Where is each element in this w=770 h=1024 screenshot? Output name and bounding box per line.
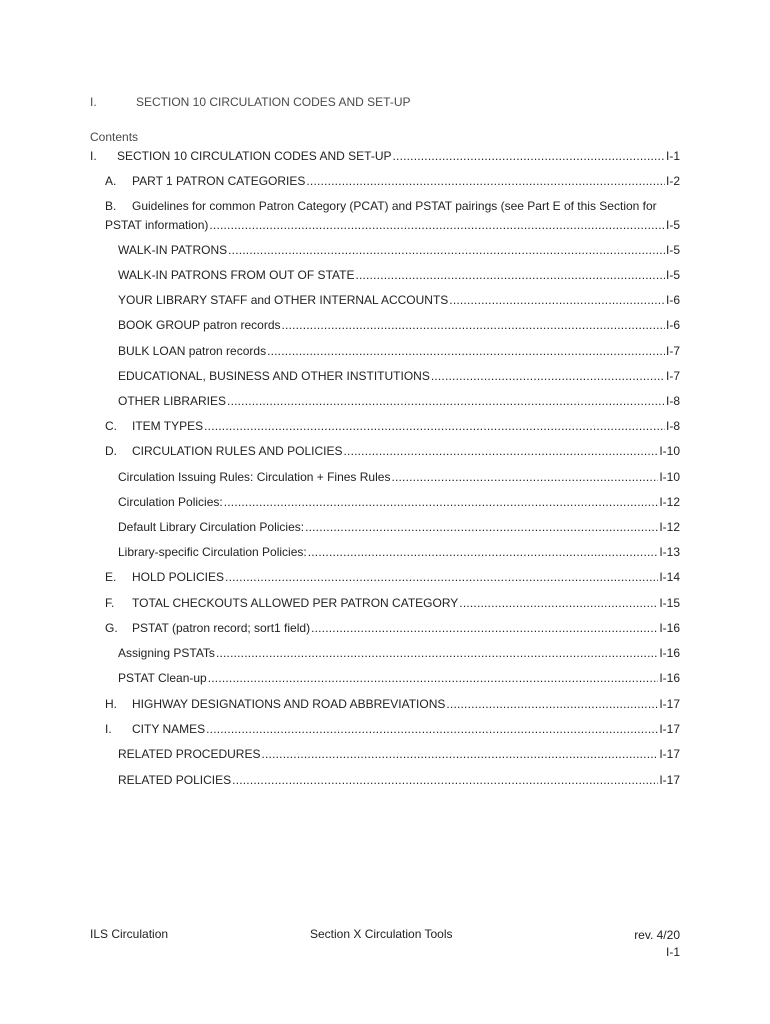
toc-entry-page: I-17: [659, 697, 680, 711]
toc-entry-title: Library-specific Circulation Policies:: [118, 545, 307, 559]
footer-left-text: ILS Circulation: [90, 927, 169, 941]
toc-entry[interactable]: [105, 174, 680, 189]
toc-entry[interactable]: [118, 268, 680, 283]
toc-entry-title: Default Library Circulation Policies:: [118, 520, 305, 534]
toc-entry-title: TOTAL CHECKOUTS ALLOWED PER PATRON CATEGORY: [132, 596, 459, 610]
toc-dot-leader: [232, 773, 658, 788]
toc-entry-title: PART 1 PATRON CATEGORIES: [132, 174, 306, 188]
footer-center-text: Section X Circulation Tools: [310, 927, 453, 941]
toc-dot-leader: [311, 621, 658, 636]
toc-entry-title: BOOK GROUP patron records: [118, 318, 281, 332]
toc-dot-leader: [261, 747, 658, 762]
toc-entry-page: I-13: [659, 545, 680, 559]
toc-dot-leader: [228, 243, 665, 258]
toc-dot-leader: [308, 545, 659, 560]
toc-entry-page: I-7: [665, 344, 680, 358]
toc-entry-page: I-10: [659, 444, 680, 458]
toc-entry-number: I.: [105, 722, 112, 736]
footer-revision: rev. 4/20: [634, 928, 680, 942]
toc-entry-title: Assigning PSTATs: [118, 646, 215, 660]
toc-entry-page: I-6: [665, 318, 680, 332]
toc-entry[interactable]: [118, 520, 680, 535]
toc-dot-leader: [209, 218, 665, 233]
footer-right-block: [634, 927, 680, 961]
toc-entry-number: F.: [105, 596, 115, 610]
toc-entry-title-line1: Guidelines for common Patron Category (PCAT) and PSTAT pairings (see Part E of this Section for: [132, 199, 657, 213]
toc-entry-title: Circulation Policies:: [118, 495, 223, 509]
toc-entry-title: CITY NAMES: [132, 722, 206, 736]
toc-dot-leader: [393, 149, 665, 164]
toc-entry-page: I-10: [659, 470, 680, 484]
toc-entry-number: B.: [105, 199, 117, 213]
toc-entry-page: I-5: [665, 243, 680, 257]
toc-dot-leader: [306, 174, 665, 189]
toc-entry-page: I-8: [665, 394, 680, 408]
footer-page-number: I-1: [665, 945, 680, 959]
toc-entry-page: I-1: [665, 149, 680, 163]
toc-dot-leader: [446, 697, 658, 712]
toc-dot-leader: [227, 394, 665, 409]
toc-entry-number: E.: [105, 570, 117, 584]
toc-entry-title: HOLD POLICIES: [132, 570, 225, 584]
toc-entry[interactable]: [90, 149, 680, 164]
toc-entry-page: I-17: [659, 747, 680, 761]
section-heading: [90, 95, 411, 109]
toc-entry-title: BULK LOAN patron records: [118, 344, 267, 358]
toc-dot-leader: [225, 570, 658, 585]
toc-entry-number: G.: [105, 621, 118, 635]
toc-entry-title: YOUR LIBRARY STAFF and OTHER INTERNAL ACCOUNTS: [118, 293, 449, 307]
toc-entry-title: HIGHWAY DESIGNATIONS AND ROAD ABBREVIATIONS: [132, 697, 446, 711]
toc-dot-leader: [216, 646, 658, 661]
toc-entry[interactable]: [105, 722, 680, 737]
toc-entry[interactable]: [118, 369, 680, 384]
toc-entry-page: I-17: [659, 773, 680, 787]
toc-entry-title: Circulation Issuing Rules: Circulation + Fines Rules: [118, 470, 391, 484]
toc-entry-page: I-16: [659, 621, 680, 635]
toc-entry[interactable]: [118, 293, 680, 308]
toc-entry-page: I-5: [665, 268, 680, 282]
contents-label: Contents: [90, 130, 139, 144]
toc-entry[interactable]: [118, 773, 680, 788]
toc-entry-page: I-16: [659, 671, 680, 685]
toc-entry[interactable]: [118, 545, 680, 560]
toc-dot-leader: [204, 419, 665, 434]
toc-entry-number: D.: [105, 444, 117, 458]
toc-dot-leader: [459, 596, 658, 611]
toc-dot-leader: [355, 268, 665, 283]
toc-entry-title: WALK-IN PATRONS: [118, 243, 228, 257]
toc-dot-leader: [391, 470, 658, 485]
toc-entry[interactable]: [105, 697, 680, 712]
toc-dot-leader: [224, 495, 659, 510]
toc-entry[interactable]: [118, 394, 680, 409]
toc-entry[interactable]: [118, 646, 680, 661]
toc-entry-page: I-12: [659, 520, 680, 534]
toc-entry-title: PSTAT (patron record; sort1 field): [132, 621, 311, 635]
toc-entry[interactable]: [118, 318, 680, 333]
toc-entry-wrapped-line[interactable]: [105, 199, 680, 214]
toc-entry[interactable]: [105, 444, 680, 459]
toc-entry-page: I-7: [665, 369, 680, 383]
section-heading-title: SECTION 10 CIRCULATION CODES AND SET-UP: [136, 95, 411, 109]
toc-entry-title: WALK-IN PATRONS FROM OUT OF STATE: [118, 268, 355, 282]
toc-entry-page: I-15: [659, 596, 680, 610]
toc-entry-page: I-2: [665, 174, 680, 188]
toc-dot-leader: [305, 520, 658, 535]
toc-dot-leader: [282, 318, 665, 333]
toc-entry[interactable]: [118, 747, 680, 762]
toc-dot-leader: [449, 293, 665, 308]
toc-entry[interactable]: [105, 570, 680, 585]
toc-entry[interactable]: [105, 419, 680, 434]
toc-dot-leader: [344, 444, 659, 459]
toc-entry[interactable]: [105, 218, 680, 233]
toc-entry[interactable]: [118, 671, 680, 686]
toc-entry-page: I-14: [659, 570, 680, 584]
toc-entry-number: H.: [105, 697, 117, 711]
toc-entry-title: RELATED PROCEDURES: [118, 747, 261, 761]
toc-entry[interactable]: [118, 470, 680, 485]
toc-entry-page: I-8: [665, 419, 680, 433]
toc-entry-page: I-17: [659, 722, 680, 736]
toc-entry[interactable]: [118, 495, 680, 510]
toc-dot-leader: [267, 344, 665, 359]
toc-entry-title: OTHER LIBRARIES: [118, 394, 227, 408]
section-heading-number: I.: [90, 95, 97, 109]
toc-entry-page: I-16: [659, 646, 680, 660]
toc-dot-leader: [208, 671, 659, 686]
toc-dot-leader: [431, 369, 665, 384]
toc-entry-title: RELATED POLICIES: [118, 773, 232, 787]
toc-entry-page: I-5: [665, 218, 680, 232]
toc-entry-title: ITEM TYPES: [132, 419, 204, 433]
toc-entry[interactable]: [105, 596, 680, 611]
toc-entry[interactable]: [118, 243, 680, 258]
toc-entry[interactable]: [118, 344, 680, 359]
toc-entry-title: PSTAT Clean-up: [118, 671, 207, 685]
toc-entry-number: A.: [105, 174, 117, 188]
toc-entry-page: I-12: [659, 495, 680, 509]
toc-entry-title: CIRCULATION RULES AND POLICIES: [132, 444, 343, 458]
toc-entry[interactable]: [105, 621, 680, 636]
toc-entry-number: C.: [105, 419, 117, 433]
toc-entry-title: PSTAT information): [105, 218, 209, 232]
toc-entry-page: I-6: [665, 293, 680, 307]
toc-entry-title: SECTION 10 CIRCULATION CODES AND SET-UP: [117, 149, 392, 163]
toc-entry-number: I.: [90, 149, 97, 163]
toc-dot-leader: [206, 722, 658, 737]
toc-entry-title: EDUCATIONAL, BUSINESS AND OTHER INSTITUTIONS: [118, 369, 430, 383]
